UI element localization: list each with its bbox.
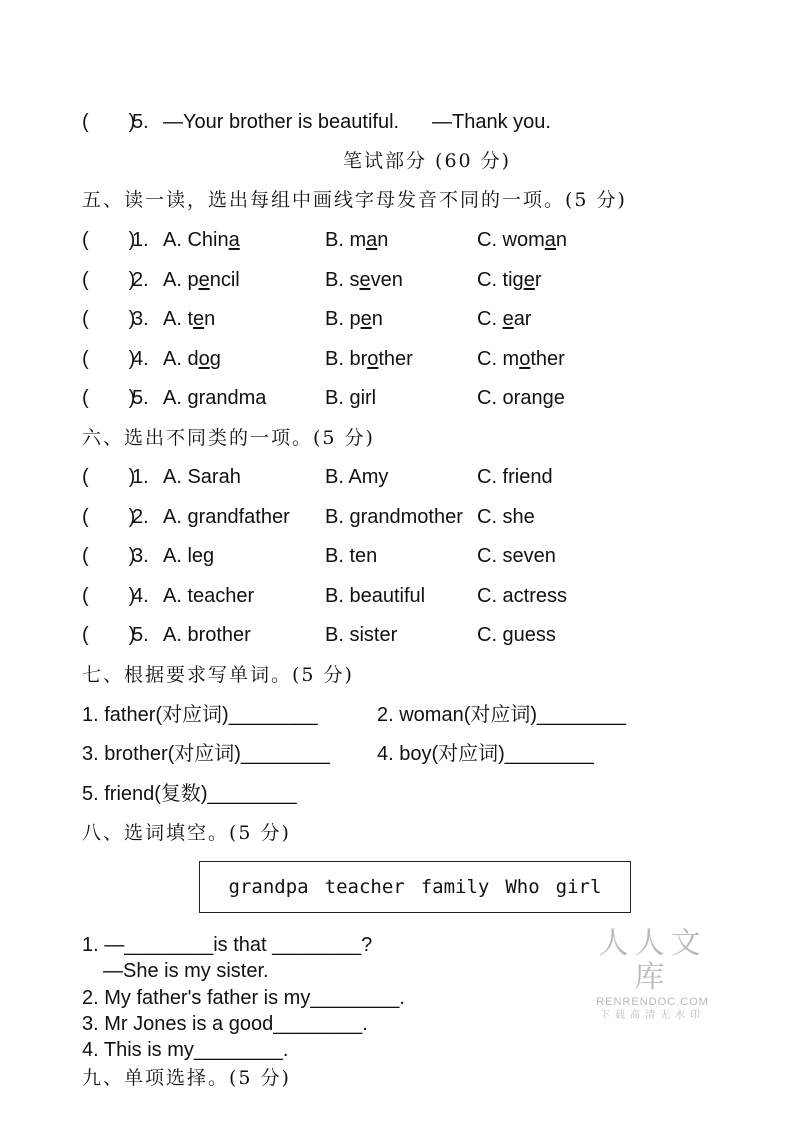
s8-item-4: 4. This is my________. [82,1039,289,1061]
option-c: C. ear [477,308,532,330]
underlined-letter: e [198,269,210,291]
answer-paren: ( ) [82,269,136,291]
word-bank-word: grandpa [228,876,309,898]
option-a: A. brother [163,624,251,646]
option-b: B. ten [325,545,378,567]
answer-paren: ( ) [82,308,136,330]
watermark [590,927,715,1023]
underlined-letter: e [502,308,514,330]
item-number: 1. [132,466,149,488]
underlined-letter: o [367,348,379,370]
answer-paren: ( ) [82,506,136,528]
option-c: C. tiger [477,269,542,291]
option-a: A. pencil [163,269,240,291]
answer-paren: ( ) [82,585,136,607]
option-a: A. grandfather [163,506,290,528]
dialog-answer: —Thank you. [432,111,551,133]
watermark-url: RENRENDOC.COM [596,996,709,1008]
option-c: C. mother [477,348,565,370]
option-b: B. pen [325,308,383,330]
watermark-logo-text: 人人文库 [598,926,707,995]
option-c: C. guess [477,624,556,646]
option-b: B. seven [325,269,403,291]
item-number: 1. [132,229,149,251]
option-c: C. she [477,506,535,528]
option-a: A. grandma [163,387,267,409]
item-number: 5. [132,111,149,133]
option-c: C. seven [477,545,556,567]
underlined-letter: a [228,229,240,251]
section-6-title: 六、选出不同类的一项。(5 分) [82,427,375,449]
s8-item-1: 1. —________is that ________? [82,934,373,956]
option-c: C. orange [477,387,565,409]
s8-item-2: 2. My father's father is my________. [82,987,405,1009]
word-bank-word: teacher [324,876,405,898]
s8-item-3: 3. Mr Jones is a good________. [82,1013,368,1035]
word-bank-box [199,861,631,913]
item-number: 3. [132,308,149,330]
underlined-letter: o [519,348,531,370]
word-bank-word: Who [505,876,540,898]
word-bank-word: girl [555,876,602,898]
s7-item-3: 3. brother(对应词)________ [82,743,330,765]
item-number: 2. [132,506,149,528]
written-part-title: 笔试部分 (60 分) [343,150,512,172]
answer-paren: ( ) [82,545,136,567]
s8-item-1-answer: —She is my sister. [103,960,269,982]
underlined-letter: g [542,387,554,409]
section-7-title: 七、根据要求写单词。(5 分) [82,664,354,686]
option-a: A. dog [163,348,221,370]
answer-paren: ( ) [82,348,136,370]
s7-item-1: 1. father(对应词)________ [82,704,318,726]
dialog-question: —Your brother is beautiful. [163,111,400,133]
option-a: A. teacher [163,585,255,607]
underlined-letter: e [359,269,371,291]
option-b: B. Amy [325,466,389,488]
option-b: B. grandmother [325,506,463,528]
word-bank-word: family [420,876,490,898]
item-number: 3. [132,545,149,567]
answer-paren: ( ) [82,229,136,251]
underlined-letter: a [544,229,556,251]
section-9-title: 九、单项选择。(5 分) [82,1067,291,1089]
item-number: 2. [132,269,149,291]
s7-item-2: 2. woman(对应词)________ [377,704,627,726]
item-number: 4. [132,585,149,607]
underlined-letter: g [187,387,199,409]
item-number: 4. [132,348,149,370]
underlined-letter: e [193,308,205,330]
section-5-title: 五、读一读，选出每组中画线字母发音不同的一项。(5 分) [82,189,627,211]
answer-paren: ( ) [82,111,136,133]
option-b: B. girl [325,387,377,409]
s7-item-5: 5. friend(复数)________ [82,783,297,805]
answer-paren: ( ) [82,387,136,409]
item-number: 5. [132,387,149,409]
underlined-letter: a [366,229,378,251]
item-number: 5. [132,624,149,646]
s7-item-4: 4. boy(对应词)________ [377,743,594,765]
answer-paren: ( ) [82,624,136,646]
option-c: C. actress [477,585,568,607]
option-a: A. leg [163,545,215,567]
option-c: C. woman [477,229,568,251]
underlined-letter: e [360,308,372,330]
underlined-letter: o [198,348,210,370]
section-8-title: 八、选词填空。(5 分) [82,822,291,844]
underlined-letter: g [349,387,361,409]
option-b: B. man [325,229,389,251]
watermark-subtitle: 下载高清无水印 [600,1010,705,1021]
option-b: B. beautiful [325,585,426,607]
option-a: A. ten [163,308,216,330]
answer-paren: ( ) [82,466,136,488]
option-c: C. friend [477,466,553,488]
option-b: B. brother [325,348,413,370]
option-a: A. Sarah [163,466,241,488]
option-b: B. sister [325,624,398,646]
underlined-letter: e [523,269,535,291]
option-a: A. China [163,229,240,251]
